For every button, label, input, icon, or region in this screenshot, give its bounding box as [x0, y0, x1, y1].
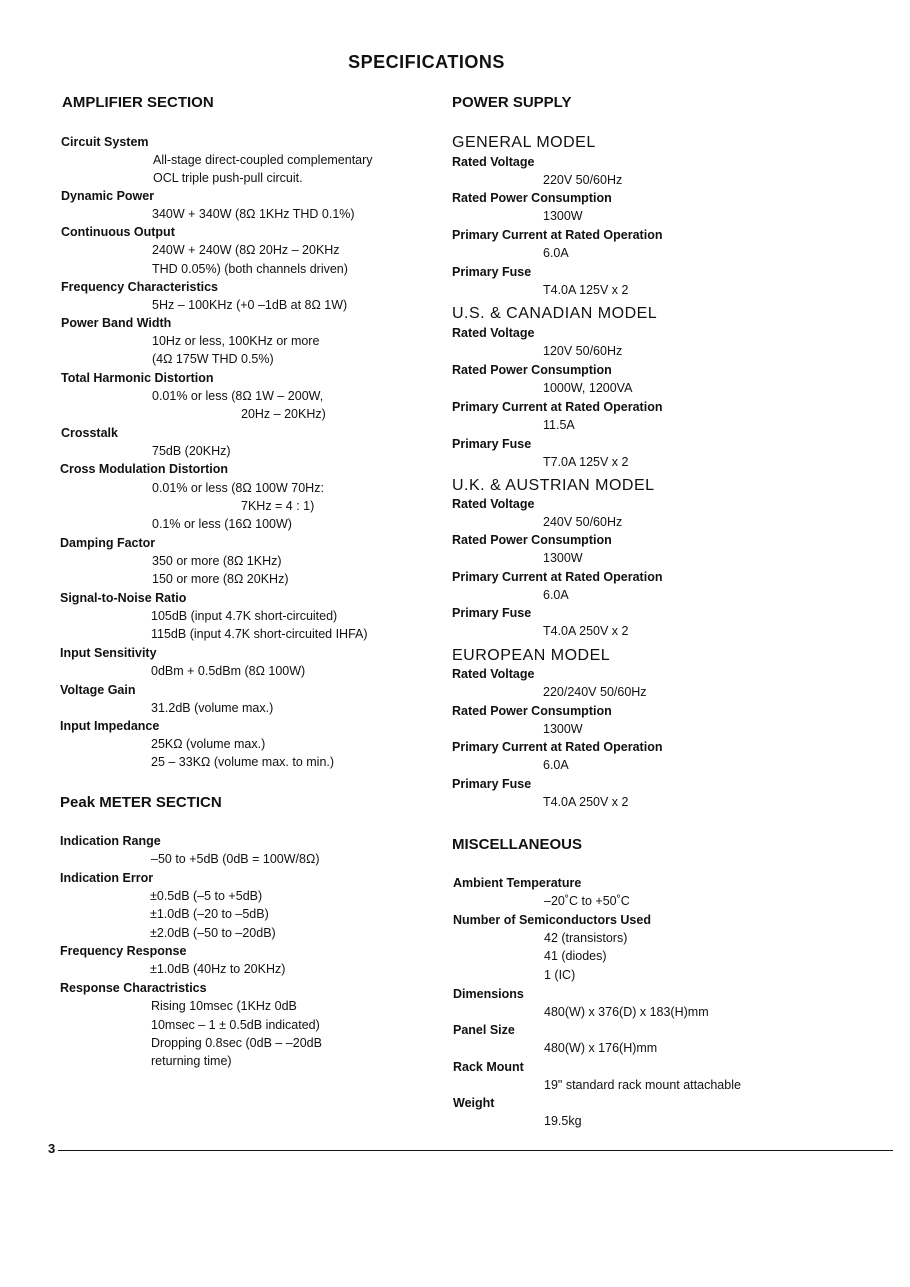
power-supply-heading: POWER SUPPLY — [452, 94, 572, 111]
spec-value: 150 or more (8Ω 20KHz) — [152, 572, 289, 586]
spec-value: 42 (transistors) — [544, 931, 628, 945]
spec-label: Rated Power Consumption — [452, 704, 612, 718]
spec-value: 41 (diodes) — [544, 949, 607, 963]
spec-value: 480(W) x 176(H)mm — [544, 1041, 658, 1055]
spec-value: returning time) — [151, 1054, 232, 1068]
spec-label: Rated Power Consumption — [452, 363, 612, 377]
spec-value: ±1.0dB (–20 to –5dB) — [150, 907, 269, 921]
spec-value: 7KHz = 4 : 1) — [241, 499, 315, 513]
page-number: 3 — [48, 1141, 56, 1156]
spec-value: 1300W — [543, 551, 583, 565]
footer-divider — [58, 1150, 893, 1151]
spec-value: T4.0A 250V x 2 — [543, 795, 629, 809]
spec-label: Primary Fuse — [452, 265, 532, 279]
spec-value: 0.01% or less (8Ω 100W 70Hz: — [152, 481, 324, 495]
spec-value: T7.0A 125V x 2 — [543, 455, 629, 469]
spec-label: Input Sensitivity — [60, 646, 157, 660]
spec-value: 220V 50/60Hz — [543, 173, 623, 187]
spec-value: 0.01% or less (8Ω 1W – 200W, — [152, 389, 324, 403]
spec-label: Dynamic Power — [61, 189, 155, 203]
spec-label: Panel Size — [453, 1023, 515, 1037]
spec-value: Dropping 0.8sec (0dB – –20dB — [151, 1036, 322, 1050]
spec-label: Rated Power Consumption — [452, 191, 612, 205]
model-heading: U.S. & CANADIAN MODEL — [452, 305, 658, 322]
spec-value: 340W + 340W (8Ω 1KHz THD 0.1%) — [152, 207, 355, 221]
spec-value: –20˚C to +50˚C — [544, 894, 630, 908]
spec-label: Response Charactristics — [60, 981, 207, 995]
model-heading: EUROPEAN MODEL — [452, 647, 611, 664]
spec-label: Frequency Characteristics — [61, 280, 219, 294]
spec-value: 480(W) x 376(D) x 183(H)mm — [544, 1005, 709, 1019]
spec-value: 240W + 240W (8Ω 20Hz – 20KHz — [152, 243, 340, 257]
spec-value: T4.0A 250V x 2 — [543, 624, 629, 638]
spec-value: Rising 10msec (1KHz 0dB — [151, 999, 297, 1013]
spec-label: Rated Voltage — [452, 667, 535, 681]
spec-value: –50 to +5dB (0dB = 100W/8Ω) — [151, 852, 320, 866]
spec-label: Voltage Gain — [60, 683, 136, 697]
spec-value: 75dB (20KHz) — [152, 444, 231, 458]
spec-value: THD 0.05%) (both channels driven) — [152, 262, 348, 276]
spec-value: 20Hz – 20KHz) — [241, 407, 326, 421]
spec-value: All-stage direct-coupled complementary — [153, 153, 373, 167]
spec-value: 6.0A — [543, 588, 569, 602]
spec-label: Primary Fuse — [452, 606, 532, 620]
spec-label: Rated Voltage — [452, 155, 535, 169]
spec-value: 5Hz – 100KHz (+0 –1dB at 8Ω 1W) — [152, 298, 348, 312]
spec-value: 240V 50/60Hz — [543, 515, 623, 529]
spec-value: 105dB (input 4.7K short-circuited) — [151, 609, 338, 623]
spec-label: Rated Voltage — [452, 497, 535, 511]
spec-label: Rated Power Consumption — [452, 533, 612, 547]
spec-value: 25KΩ (volume max.) — [151, 737, 266, 751]
spec-value: T4.0A 125V x 2 — [543, 283, 629, 297]
spec-label: Primary Current at Rated Operation — [452, 570, 663, 584]
spec-label: Rated Voltage — [452, 326, 535, 340]
amplifier-section-heading: AMPLIFIER SECTION — [62, 94, 214, 111]
spec-value: 0.1% or less (16Ω 100W) — [152, 517, 292, 531]
spec-value: 1 (IC) — [544, 968, 576, 982]
spec-label: Ambient Temperature — [453, 876, 582, 890]
spec-value: OCL triple push-pull circuit. — [153, 171, 303, 185]
spec-value: 350 or more (8Ω 1KHz) — [152, 554, 282, 568]
spec-label: Crosstalk — [61, 426, 118, 440]
model-heading: GENERAL MODEL — [452, 134, 596, 151]
page-title: SPECIFICATIONS — [348, 52, 505, 72]
spec-label: Primary Current at Rated Operation — [452, 400, 663, 414]
spec-value: ±2.0dB (–50 to –20dB) — [150, 926, 276, 940]
spec-label: Circuit System — [61, 135, 149, 149]
spec-label: Cross Modulation Distortion — [60, 462, 229, 476]
miscellaneous-heading: MISCELLANEOUS — [452, 836, 583, 853]
spec-label: Total Harmonic Distortion — [61, 371, 214, 385]
spec-value: 1300W — [543, 209, 583, 223]
spec-label: Weight — [453, 1096, 495, 1110]
spec-value: 31.2dB (volume max.) — [151, 701, 274, 715]
spec-value: 19.5kg — [544, 1114, 582, 1128]
spec-label: Primary Current at Rated Operation — [452, 228, 663, 242]
spec-value: 10msec – 1 ± 0.5dB indicated) — [151, 1018, 320, 1032]
spec-value: 220/240V 50/60Hz — [543, 685, 647, 699]
spec-label: Primary Fuse — [452, 437, 532, 451]
spec-label: Input Impedance — [60, 719, 160, 733]
spec-label: Frequency Response — [60, 944, 187, 958]
spec-value: ±0.5dB (–5 to +5dB) — [150, 889, 263, 903]
spec-label: Primary Current at Rated Operation — [452, 740, 663, 754]
spec-label: Indication Error — [60, 871, 154, 885]
spec-value: 25 – 33KΩ (volume max. to min.) — [151, 755, 335, 769]
spec-value: 6.0A — [543, 246, 569, 260]
spec-label: Primary Fuse — [452, 777, 532, 791]
spec-value: 10Hz or less, 100KHz or more — [152, 334, 320, 348]
spec-value: 115dB (input 4.7K short-circuited IHFA) — [151, 627, 368, 641]
spec-label: Damping Factor — [60, 536, 156, 550]
spec-label: Rack Mount — [453, 1060, 524, 1074]
spec-value: 1000W, 1200VA — [543, 381, 633, 395]
spec-label: Indication Range — [60, 834, 161, 848]
spec-value: ±1.0dB (40Hz to 20KHz) — [150, 962, 286, 976]
spec-value: 6.0A — [543, 758, 569, 772]
spec-label: Number of Semiconductors Used — [453, 913, 651, 927]
spec-value: 19" standard rack mount attachable — [544, 1078, 741, 1092]
spec-value: (4Ω 175W THD 0.5%) — [152, 352, 274, 366]
model-heading: U.K. & AUSTRIAN MODEL — [452, 477, 655, 494]
spec-label: Continuous Output — [61, 225, 175, 239]
meter-section-heading: Peak METER SECTICN — [60, 794, 222, 811]
spec-label: Signal-to-Noise Ratio — [60, 591, 187, 605]
spec-value: 120V 50/60Hz — [543, 344, 623, 358]
spec-label: Dimensions — [453, 987, 524, 1001]
spec-value: 1300W — [543, 722, 583, 736]
spec-value: 11.5A — [543, 418, 575, 432]
spec-value: 0dBm + 0.5dBm (8Ω 100W) — [151, 664, 306, 678]
spec-label: Power Band Width — [61, 316, 172, 330]
